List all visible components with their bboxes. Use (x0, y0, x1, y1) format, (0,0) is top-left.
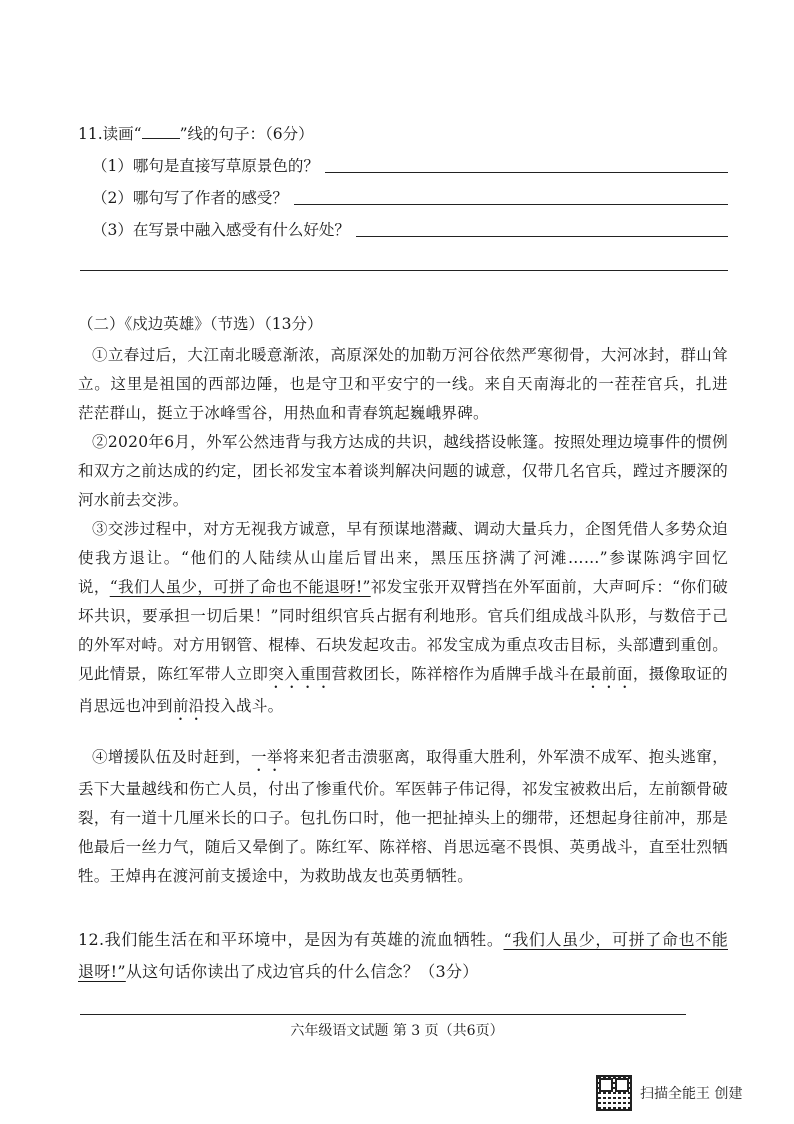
question-12 (78, 924, 728, 988)
qr-code-icon (596, 1075, 632, 1111)
paragraph-1 (78, 341, 728, 428)
paragraph-4 (78, 743, 728, 891)
answer-line-3[interactable] (356, 220, 728, 237)
p3-part-e: 投入战斗。 (204, 697, 284, 715)
q11-sub1-text: （1）哪句是直接写草原景色的？ (92, 157, 319, 175)
answer-line-5[interactable] (80, 1014, 686, 1015)
p3-part-a: ③交涉过程中，对方无视我方诚意，早有预谋地潜藏、调动大量兵力，企图凭借人多势众迫使我方退让。“他们的人陆续从山崖后冒出来，黑压压挤满了河滩……”参谋陈鸿宇回忆说， (78, 520, 728, 596)
q11-suffix: ”线的句子：（6分） (179, 125, 314, 143)
answer-line-4[interactable] (80, 270, 728, 271)
question-11-sub3 (92, 220, 728, 240)
q11-sub2-text: （2）哪句写了作者的感受？ (92, 189, 288, 207)
q12-lead: 12.我们能生活在和平环境中，是因为有英雄的流血牺牲。 (78, 930, 504, 949)
paragraph-2 (78, 428, 728, 515)
answer-line-1[interactable] (325, 156, 728, 173)
p3-part-b: 祁发宝张开双臂挡在外军面前，大声呵斥：“你们破坏共识，要承担一切后果！”同时组织官兵占据有利地形。官兵们组成战斗队形，与数倍于己的外军对峙。对方用钢管、棍棒、石块发起攻击。祁发宝成为重点攻击目标，头部遭到重创。见此情景，陈红军带人立即 (78, 578, 728, 683)
question-11-sub2 (92, 188, 728, 208)
underline-sample (142, 124, 180, 139)
paragraph-3-text (78, 515, 728, 724)
p4-part-b: 将来犯者击溃驱离，取得重大胜利，外军溃不成军、抱头逃窜，丢下大量越线和伤亡人员，付出了惨重代价。军医韩子伟记得，祁发宝被救出后，左前额骨破裂，有一道十几厘米长的口子。包扎伤口时，他一把扯掉头上的绷带，还想起身往前冲，那是他最后一丝力气，随后又晕倒了。陈红军、陈祥榕、肖思远毫不畏惧、英勇战斗，直至壮烈牺牲。王焯冉在渡河前支援途中，为救助战友也英勇牺牲。 (78, 748, 728, 885)
scanner-watermark (596, 1073, 742, 1113)
paragraph-3 (78, 515, 728, 724)
question-11-sub1 (92, 156, 728, 176)
q11-prefix: 11.读画“ (78, 125, 142, 143)
p3-underlined-quote: “我们人虽少，可拼了命也不能退呀!” (109, 578, 371, 596)
q12-tail: 从这句话你读出了戍边官兵的什么信念？（3分） (125, 962, 479, 981)
paragraph-4-text (78, 743, 728, 891)
page-footer: 六年级语文试题 第 3 页（共6页） (290, 1023, 504, 1039)
p3-dotted-2: 最前面 (585, 665, 633, 683)
section-heading: （二）《戍边英雄》（节选）（13分） (78, 315, 323, 333)
p3-part-d: ，摄像取证的肖思远也冲到 (78, 665, 728, 715)
q12-quote: “我们人虽少，可拼了命也不能退呀!” (78, 930, 728, 981)
p4-dotted: 一举 (251, 748, 283, 766)
answer-line-2[interactable] (294, 188, 728, 205)
q11-sub3-text: （3）在写景中融入感受有什么好处？ (92, 221, 350, 239)
paragraph-1-text: ①立春过后，大江南北暖意渐浓，高原深处的加勒万河谷依然严寒彻骨，大河冰封，群山耸立。这里是祖国的西部边陲，也是守卫和平安宁的一线。来自天南海北的一茬茬官兵，扎进 茫茫群山，挺立于冰峰雪谷，用热血和青春筑起巍峨界碑。 (78, 346, 728, 422)
p3-dotted-1: 突入重围 (268, 665, 332, 683)
p4-part-a: ④增援队伍及时赶到， (92, 748, 252, 766)
p3-part-c: 营救团长，陈祥榕作为盾牌手战斗在 (331, 665, 586, 683)
p3-dotted-3: 前沿 (172, 697, 205, 715)
question-11-title (78, 124, 728, 144)
watermark-text: 扫描全能王 创建 (640, 1086, 743, 1102)
paragraph-2-text: ②2020年6月，外军公然违背与我方达成的共识，越线搭设帐篷。按照处理边境事件的惯例和双方之前达成的约定，团长祁发宝本着谈判解决问题的诚意，仅带几名官兵，蹚过齐腰深的河水前去交涉。 (78, 433, 728, 509)
